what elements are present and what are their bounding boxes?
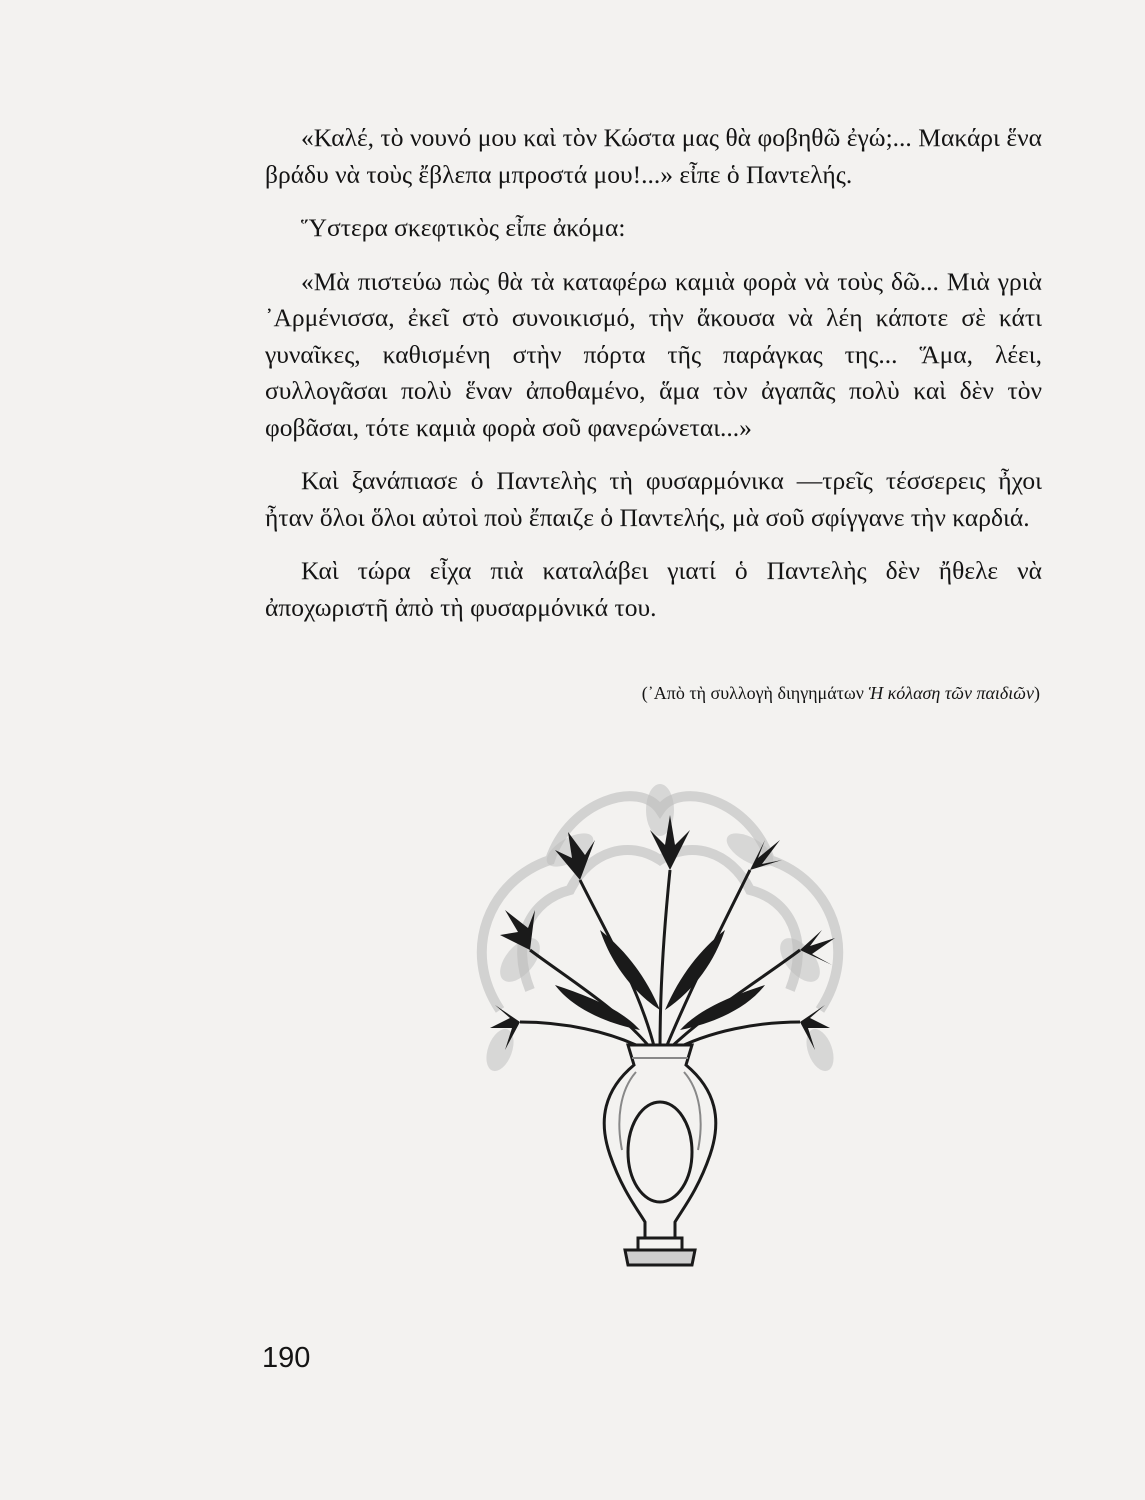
paragraph-4: Καὶ ξανάπιασε ὁ Παντελὴς τὴ φυσαρμόνικα —τρεῖς τέσσερεις ἦχοι ἦταν ὅλοι ὅλοι αὐτοὶ ποὺ ἔπαιζε ὁ Παντελής, μὰ σοῦ σφίγγανε τὴν καρδιά. xyxy=(265,466,1042,532)
source-prefix: (᾿Απὸ τὴ συλλογὴ διηγημάτων xyxy=(641,683,864,703)
source-citation xyxy=(265,681,1040,705)
flower-vase-ornament-icon xyxy=(460,760,860,1280)
paragraph-5: Καὶ τώρα εἶχα πιὰ καταλάβει γιατί ὁ Παντελὴς δὲν ἤθελε νὰ ἀποχωριστῆ ἀπὸ τὴ φυσαρμόνικά του. xyxy=(265,556,1042,622)
story-text xyxy=(265,120,1042,643)
page-number: 190 xyxy=(262,1342,311,1374)
source-title: Ἡ κόλαση τῶν παιδιῶν xyxy=(868,683,1034,703)
paragraph-1: «Καλέ, τὸ νουνό μου καὶ τὸν Κώστα μας θὰ φοβηθῶ ἐγώ;... Μακάρι ἕνα βράδυ νὰ τοὺς ἔβλεπα μπροστά μου!...» εἶπε ὁ Παντελής. xyxy=(265,123,1042,189)
paragraph-3: «Μὰ πιστεύω πὼς θὰ τὰ καταφέρω καμιὰ φορὰ νὰ τοὺς δῶ... Μιὰ γριὰ ᾿Αρμένισσα, ἐκεῖ στὸ συνοικισμό, τὴν ἄκουσα νὰ λέη κάποτε σὲ κάτι γυναῖκες, καθισμένη στὴν πόρτα τῆς παράγκας της... Ἅμα, λέει, συλλογᾶσαι πολὺ ἕναν ἀποθαμένο, ἅμα τὸν ἀγαπᾶς πολὺ καὶ δὲν τὸν φοβᾶσαι, τότε καμιὰ φορὰ σοῦ φανερώνεται...» xyxy=(265,266,1042,442)
paragraph-2: Ὕστερα σκεφτικὸς εἶπε ἀκόμα: xyxy=(301,213,626,242)
source-suffix: ) xyxy=(1034,683,1040,703)
